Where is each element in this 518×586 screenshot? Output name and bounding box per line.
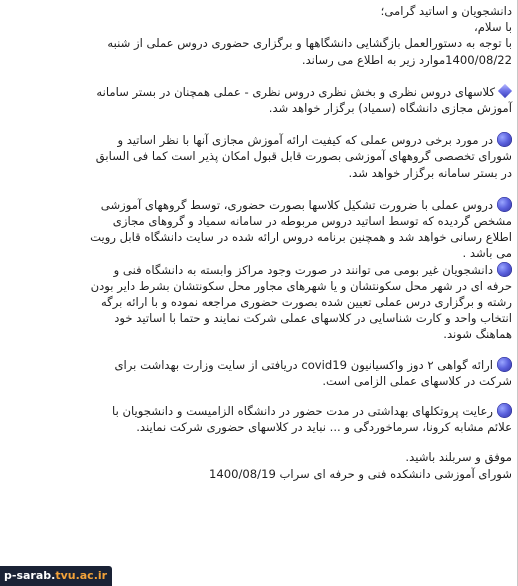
signature-date: 1400/08/19 (209, 466, 276, 481)
salutation (4, 19, 512, 35)
intro-text-2: موارد زیر به اطلاع می رساند. (301, 52, 446, 67)
signature-text: شورای آموزشی دانشکده فنی و حرفه ای سراب (279, 466, 512, 481)
item-3-text-4: می باشد . (462, 246, 512, 261)
item-5-line-1 (4, 357, 512, 373)
item-4-text-3: رشته و برگزاری درس عملی تعیین شده بصورت حضوری مراجعه نموده و با ارائه برگه (100, 295, 512, 310)
intro-line-2 (4, 52, 512, 68)
intro-text-1: با توجه به دستورالعمل بازگشایی دانشگاهها و برگزاری حضوری دروس عملی از شنبه (107, 36, 512, 51)
item-4-text-4: انتخاب واحد و کارت شناسایی در کلاسهای عملی شرکت نمایند و حتما با اساتید خود (114, 311, 512, 326)
blue-diamond-icon (498, 84, 512, 98)
spacer (4, 343, 512, 357)
greeting (4, 3, 512, 19)
item-1-line-1 (4, 84, 512, 100)
blue-sphere-icon (497, 357, 512, 372)
item-2-line-3 (4, 165, 512, 181)
item-3-text-1: دروس عملی با ضرورت تشکیل کلاسها بصورت حضوری، توسط گروههای آموزشی (100, 197, 493, 212)
signature (4, 466, 512, 482)
item-4-line-1 (4, 262, 512, 278)
item-6-line-2 (4, 419, 512, 435)
item-5-line-2 (4, 373, 512, 389)
item-2-line-2 (4, 148, 512, 164)
item-4-text-5: هماهنگ شوند. (443, 327, 512, 342)
spacer (4, 181, 512, 197)
item-4-line-5 (4, 326, 512, 342)
item-5-text-pre: ارائه گواهی ۲ دوز واکسیانیون (350, 357, 493, 372)
item-6-text-2: علائم مشابه کرونا، سرماخوردگی و ... نباید در کلاسهای حضوری شرکت نمایند. (136, 420, 512, 435)
site-watermark-link[interactable] (0, 566, 112, 586)
item-4-line-4 (4, 310, 512, 326)
watermark-prefix: p-sarab. (4, 569, 56, 582)
item-2-text-3: در بستر سامانه برگزار خواهد شد. (348, 165, 512, 180)
intro-line-1 (4, 35, 512, 51)
item-2-text-1: در مورد برخی دروس عملی که کیفیت ارائه آموزش مجازی آنها با نظر اساتید و (117, 133, 493, 148)
item-3-text-2: مشخص گردیده که توسط اساتید دروس مربوطه در سامانه سمیاد و گروهای مجازی (112, 214, 512, 229)
closing-text: موفق و سربلند باشید. (405, 450, 512, 465)
greeting-text: دانشجویان و اساتید گرامی؛ (380, 4, 512, 18)
blue-sphere-icon (497, 197, 512, 212)
item-1-text-1: کلاسهای دروس نظری و بخش نظری دروس نظری - عملی همچنان در بستر سامانه (96, 84, 495, 99)
item-4-text-2: حرفه ای در شهر محل سکونتشان و یا شهرهای مجاور محل سکونتشان بشرط دایر بودن (90, 278, 512, 293)
spacer (4, 435, 512, 449)
item-3-line-3 (4, 229, 512, 245)
item-4-line-3 (4, 294, 512, 310)
blue-sphere-icon (497, 262, 512, 277)
covid19-label: covid19 (301, 357, 348, 372)
item-4-text-1: دانشجویان غیر بومی می توانند در صورت وجود مراکز وابسته به دانشگاه فنی و (113, 262, 493, 277)
item-2-text-2: شورای تخصصی گروههای آموزشی بصورت قابل قبول امکان پذیر است کما فی السابق (95, 149, 512, 164)
item-3-line-4 (4, 245, 512, 261)
item-1-text-2: آموزش مجازی دانشگاه (سمیاد) برگزار خواهد شد. (268, 101, 512, 116)
closing (4, 449, 512, 465)
item-2-line-1 (4, 132, 512, 148)
spacer (4, 116, 512, 132)
item-3-text-3: اطلاع رسانی خواهد شد و همچنین برنامه دروس ارائه شده در سایت دانشگاه قابل رویت (90, 230, 512, 245)
watermark-domain: tvu.ac.ir (55, 569, 108, 582)
salutation-text: با سلام، (474, 20, 512, 35)
intro-date: 1400/08/22 (445, 52, 512, 67)
item-4-line-2 (4, 278, 512, 294)
spacer (4, 389, 512, 403)
item-5-text-2: شرکت در کلاسهای عملی الزامی است. (322, 373, 512, 388)
item-6-text-1: رعایت پروتکلهای بهداشتی در مدت حضور در دانشگاه الزامیست و دانشجویان با (112, 404, 493, 419)
item-3-line-2 (4, 213, 512, 229)
blue-sphere-icon (497, 403, 512, 418)
item-5-text-post: دریافتی از سایت وزارت بهداشت برای (114, 357, 298, 372)
spacer (4, 68, 512, 84)
item-1-line-2 (4, 100, 512, 116)
item-3-line-1 (4, 197, 512, 213)
item-6-line-1 (4, 403, 512, 419)
blue-sphere-icon (497, 132, 512, 147)
